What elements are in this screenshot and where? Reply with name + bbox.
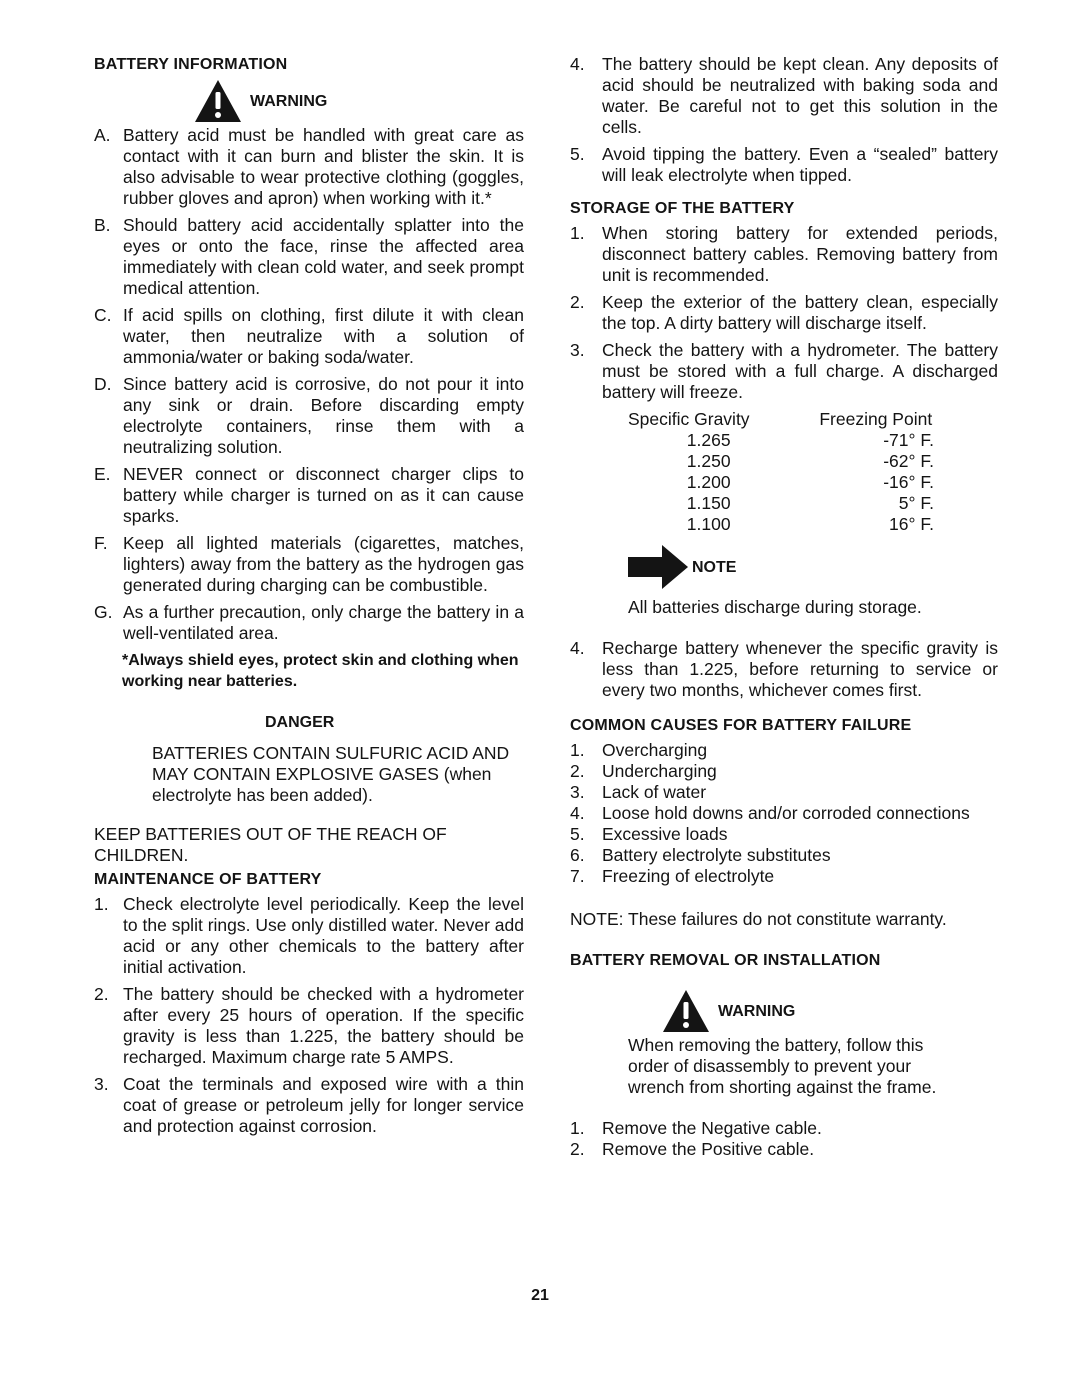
table-row <box>628 472 998 493</box>
list-item <box>570 782 998 803</box>
item-marker: 2. <box>570 1139 585 1159</box>
item-marker: 3. <box>570 340 585 360</box>
battery-info-list <box>94 125 524 644</box>
list-item <box>570 292 998 334</box>
item-marker: 2. <box>570 292 585 312</box>
right-column <box>570 54 998 1160</box>
list-item <box>570 803 998 824</box>
item-text: Should battery acid accidentally splatter into the eyes or onto the face, rinse the affected area immediately with clean cold water, and seek prompt medical attention. <box>123 215 524 298</box>
keep-away-notice: KEEP BATTERIES OUT OF THE REACH OF CHILDREN. <box>94 824 447 865</box>
battery-information-heading: BATTERY INFORMATION <box>94 56 288 73</box>
list-item <box>570 866 998 887</box>
item-text: If acid spills on clothing, first dilute it with clean water, then neutralize with a solution of ammonia/water or baking soda/water. <box>123 305 524 367</box>
item-marker: 5. <box>570 144 585 164</box>
item-marker: 4. <box>570 803 585 823</box>
page-number: 21 <box>531 1287 549 1304</box>
item-marker: A. <box>94 125 111 145</box>
item-marker: F. <box>94 533 108 553</box>
gravity-cell: 1.250 <box>686 451 731 471</box>
list-item <box>94 305 524 368</box>
warranty-note: NOTE: These failures do not constitute warranty. <box>570 909 947 929</box>
causes-heading: COMMON CAUSES FOR BATTERY FAILURE <box>570 717 912 734</box>
item-text: Remove the Positive cable. <box>602 1139 815 1159</box>
item-text: Keep all lighted materials (cigarettes, matches, lighters) away from the battery as the hydrogen gas generated during charging can be combustible. <box>123 533 524 595</box>
item-text: NEVER connect or disconnect charger clips to battery while charger is turned on as it can cause sparks. <box>123 464 524 526</box>
item-marker: D. <box>94 374 112 394</box>
column-header-specific-gravity: Specific Gravity <box>628 409 750 429</box>
item-text: Coat the terminals and exposed wire with a thin coat of grease or petroleum jelly for longer service and protection against corrosion. <box>123 1074 524 1136</box>
storage-list <box>570 223 998 403</box>
removal-list <box>570 1118 998 1160</box>
item-marker: 1. <box>570 223 585 243</box>
table-row <box>628 514 998 535</box>
item-marker: 2. <box>570 761 585 781</box>
item-text: Check the battery with a hydrometer. The battery must be stored with a full charge. A discharged battery will freeze. <box>602 340 998 402</box>
list-item <box>94 374 524 458</box>
freezing-cell: 5° F. <box>898 493 934 513</box>
note-text: All batteries discharge during storage. <box>628 597 922 617</box>
item-marker: 5. <box>570 824 585 844</box>
item-text: Avoid tipping the battery. Even a “sealed” battery will leak electrolyte when tipped. <box>602 144 998 185</box>
freezing-cell: -62° F. <box>883 451 934 471</box>
maintenance-list <box>94 894 524 1137</box>
table-row <box>628 493 998 514</box>
list-item <box>94 602 524 644</box>
maintenance-continued-list <box>570 54 998 186</box>
item-marker: 4. <box>570 638 585 658</box>
item-text: Check electrolyte level periodically. Keep the level to the split rings. Use only distilled water. Never add acid or any other chemicals to the battery after initial activation. <box>123 894 524 977</box>
warning-label: WARNING <box>250 92 328 110</box>
danger-text: BATTERIES CONTAIN SULFURIC ACID AND MAY CONTAIN EXPLOSIVE GASES (when electrolyte has been added). <box>152 743 510 805</box>
item-marker: 4. <box>570 54 585 74</box>
table-row <box>628 430 998 451</box>
item-marker: 3. <box>570 782 585 802</box>
storage-heading: STORAGE OF THE BATTERY <box>570 200 795 217</box>
gravity-cell: 1.150 <box>686 493 731 513</box>
item-marker: E. <box>94 464 111 484</box>
maintenance-heading: MAINTENANCE OF BATTERY <box>94 871 322 888</box>
list-item <box>94 984 524 1068</box>
removal-warning <box>662 989 998 1033</box>
item-marker: 7. <box>570 866 585 886</box>
item-text: Battery electrolyte substitutes <box>602 845 831 865</box>
battery-warning <box>194 79 524 123</box>
arrow-right-icon <box>628 545 688 589</box>
list-item <box>570 1139 998 1160</box>
list-item <box>570 223 998 286</box>
table-header-row <box>628 409 998 430</box>
item-text: Remove the Negative cable. <box>602 1118 822 1138</box>
item-text: When storing battery for extended periods, disconnect battery cables. Removing battery from unit is recommended. <box>602 223 998 285</box>
item-text: Excessive loads <box>602 824 728 844</box>
item-marker: C. <box>94 305 112 325</box>
specific-gravity-table <box>628 409 998 535</box>
list-item <box>570 845 998 866</box>
table-row <box>628 451 998 472</box>
item-marker: 1. <box>570 1118 585 1138</box>
item-text: The battery should be kept clean. Any deposits of acid should be neutralized with baking soda and water. Be careful not to get this solution in the cells. <box>602 54 998 137</box>
item-text: Undercharging <box>602 761 717 781</box>
list-item <box>570 761 998 782</box>
causes-list <box>570 740 998 887</box>
list-item <box>94 533 524 596</box>
item-marker: 2. <box>94 984 109 1004</box>
note-label: NOTE <box>692 558 737 576</box>
list-item <box>570 54 998 138</box>
list-item <box>94 125 524 209</box>
freezing-cell: -16° F. <box>883 472 934 492</box>
item-text: Keep the exterior of the battery clean, especially the top. A dirty battery will discharge itself. <box>602 292 998 333</box>
item-text: Lack of water <box>602 782 707 802</box>
list-item <box>94 894 524 978</box>
item-text: The battery should be checked with a hydrometer after every 25 hours of operation. If the specific gravity is less than 1.225, the battery should be recharged. Maximum charge rate 5 AMPS. <box>123 984 524 1067</box>
item-text: As a further precaution, only charge the battery in a well-ventilated area. <box>123 602 524 643</box>
list-item <box>570 638 998 701</box>
freezing-cell: -71° F. <box>883 430 934 450</box>
gravity-cell: 1.200 <box>686 472 731 492</box>
safety-footnote: *Always shield eyes, protect skin and clothing when working near batteries. <box>122 652 519 690</box>
item-text: Battery acid must be handled with great care as contact with it can burn and blister the skin. It is also advisable to wear protective clothing (goggles, rubber gloves and apron) when working with it.* <box>123 125 524 208</box>
item-marker: 3. <box>94 1074 109 1094</box>
list-item <box>570 340 998 403</box>
item-text: Recharge battery whenever the specific gravity is less than 1.225, before returning to service or every two months, whichever comes first. <box>602 638 998 700</box>
removal-heading: BATTERY REMOVAL OR INSTALLATION <box>570 952 881 969</box>
storage-list-continued <box>570 638 998 701</box>
left-column <box>94 54 524 1143</box>
storage-note <box>628 545 998 589</box>
danger-title: DANGER <box>265 714 335 731</box>
list-item <box>570 740 998 761</box>
list-item <box>94 215 524 299</box>
item-marker: B. <box>94 215 111 235</box>
warning-triangle-icon <box>662 989 710 1033</box>
list-item <box>94 464 524 527</box>
warning-label: WARNING <box>718 1002 796 1020</box>
item-marker: 1. <box>94 894 109 914</box>
list-item <box>570 1118 998 1139</box>
item-text: Loose hold downs and/or corroded connections <box>602 803 970 823</box>
item-marker: G. <box>94 602 113 622</box>
item-text: Since battery acid is corrosive, do not pour it into any sink or drain. Before discarding empty electrolyte containers, rinse them with a neutralizing solution. <box>123 374 524 457</box>
item-marker: 6. <box>570 845 585 865</box>
gravity-cell: 1.100 <box>686 514 731 534</box>
list-item <box>94 1074 524 1137</box>
item-marker: 1. <box>570 740 585 760</box>
freezing-cell: 16° F. <box>889 514 934 534</box>
column-header-freezing-point: Freezing Point <box>819 409 933 429</box>
list-item <box>570 824 998 845</box>
item-text: Freezing of electrolyte <box>602 866 775 886</box>
warning-triangle-icon <box>194 79 242 123</box>
removal-warning-text: When removing the battery, follow this order of disassembly to prevent your wrench from shorting against the frame. <box>628 1035 937 1097</box>
item-text: Overcharging <box>602 740 708 760</box>
list-item <box>570 144 998 186</box>
gravity-cell: 1.265 <box>686 430 731 450</box>
